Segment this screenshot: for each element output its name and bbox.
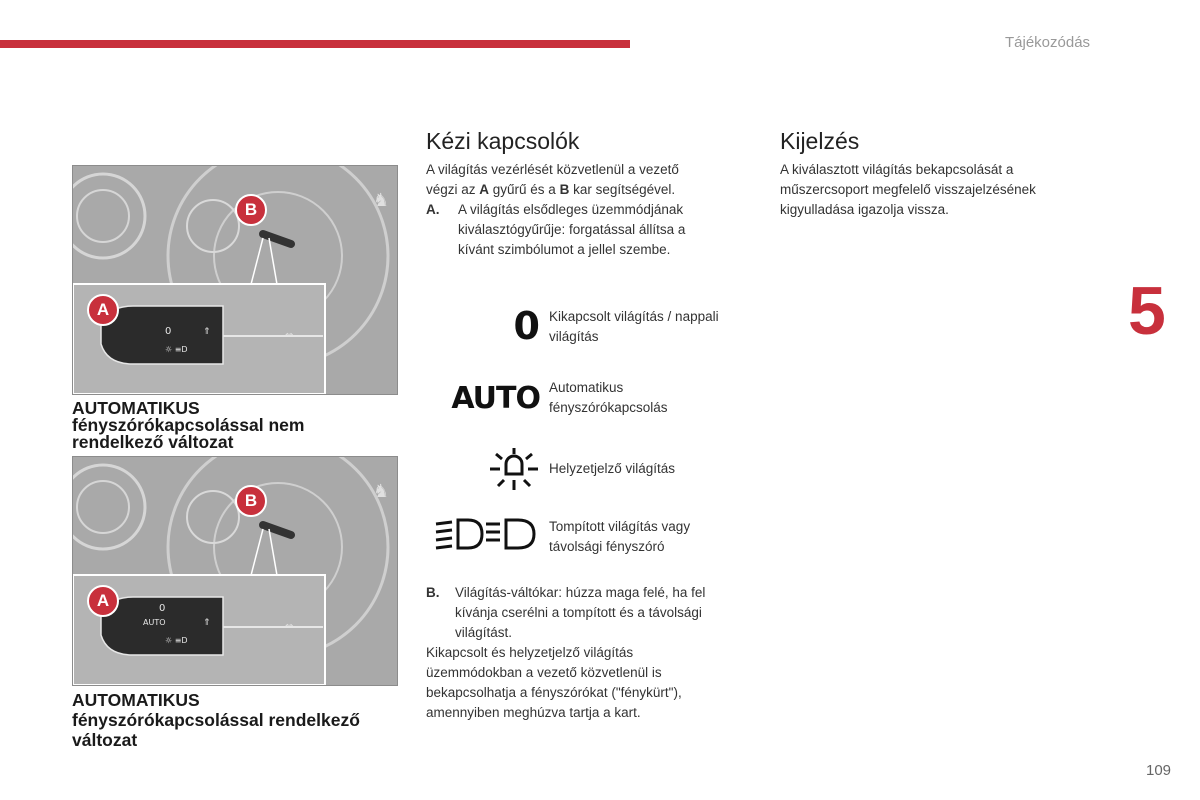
legend-text-off: Kikapcsolt világítás / nappali világítás <box>549 309 719 344</box>
figure-1-caption: AUTOMATIKUS fényszórókapcsolással nem rendelkező változat <box>72 398 305 452</box>
point-a-text: A világítás elsődleges üzemmódjának kiválasztógyűrűje: forgatással állítsa a kívánt szimbólumot a jellel szembe. <box>458 202 686 257</box>
header-accent-bar <box>0 40 630 48</box>
svg-text:☼ ≡D: ☼ ≡D <box>165 636 188 645</box>
badge-b: B <box>235 485 267 517</box>
point-a-label: A. <box>426 202 440 217</box>
legend-text-position: Helyzetjelző világítás <box>549 461 676 476</box>
legend-row-auto <box>430 378 540 418</box>
zero-symbol-icon: 0 <box>513 304 540 348</box>
lever-zero-label: 0 <box>159 603 166 614</box>
badge-a: A <box>87 585 119 617</box>
legend-text-beam: Tompított világítás vagy távolsági fényszóró <box>549 519 691 554</box>
legend-row-off <box>430 306 540 346</box>
dipped-main-beam-icon <box>434 516 540 552</box>
page-number: 109 <box>1146 762 1172 779</box>
legend-row-position <box>430 446 540 492</box>
point-b-text: Világítás-váltókar: húzza maga felé, ha fel kívánja cserélni a tompított és a távolsági világítást. <box>455 585 706 640</box>
svg-text:⇔: ⇔ <box>285 621 294 632</box>
intro-line-1: A világítás vezérlését közvetlenül a vezető <box>426 162 679 177</box>
figure-2-caption: AUTOMATIKUS fényszórókapcsolással rendelkező változat <box>72 690 360 750</box>
manual-outro: Kikapcsolt és helyzetjelző világítás üzemmódokban a vezető közvetlenül is bekapcsolhatja a fényszórókat ("fénykürt"), amennyiben meghúzva tartja a kart. <box>426 645 682 720</box>
chapter-number: 5 <box>1128 273 1166 349</box>
display-text: A kiválasztott világítás bekapcsolását a műszercsoport megfelelő visszajelzésének kigyulladása igazolja vissza. <box>780 162 1036 217</box>
section-title: Tájékozódás <box>1005 34 1091 51</box>
steering-column-drawing <box>73 457 397 685</box>
point-b-label: B. <box>426 585 440 600</box>
position-lights-icon <box>488 446 540 492</box>
lever-auto-label: AUTO <box>143 618 166 627</box>
manual-controls-title: Kézi kapcsolók <box>426 128 580 154</box>
svg-text:♞: ♞ <box>373 481 390 502</box>
manual-intro <box>426 160 746 200</box>
auto-symbol-icon: AUTO <box>451 380 540 416</box>
svg-text:☼ ≡D: ☼ ≡D <box>165 345 188 354</box>
display-title: Kijelzés <box>780 128 860 154</box>
lever-zero-label: 0 <box>165 326 172 337</box>
intro-line-2: végzi az A gyűrű és a B kar segítségével. <box>426 182 676 197</box>
figure-1-illustration <box>72 165 398 395</box>
steering-column-drawing <box>73 166 397 394</box>
figure-2-illustration <box>72 456 398 686</box>
svg-text:♞: ♞ <box>373 190 390 211</box>
legend-text-auto: Automatikus fényszórókapcsolás <box>549 380 668 415</box>
svg-text:⇑: ⇑ <box>203 327 211 337</box>
legend-row-beam <box>430 514 540 554</box>
svg-text:⇔: ⇔ <box>285 330 294 341</box>
badge-a: A <box>87 294 119 326</box>
badge-b: B <box>235 194 267 226</box>
svg-text:⇑: ⇑ <box>203 618 211 628</box>
